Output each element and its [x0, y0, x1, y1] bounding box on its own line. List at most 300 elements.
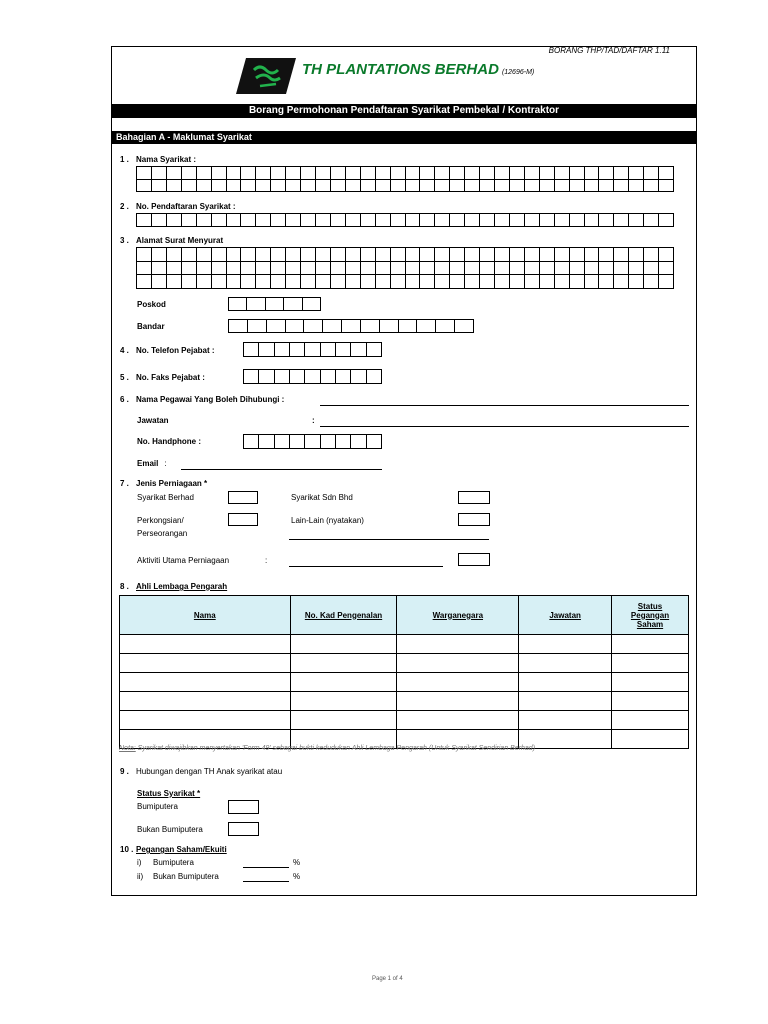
- char-box[interactable]: [331, 262, 346, 276]
- char-box[interactable]: [331, 167, 346, 180]
- char-box[interactable]: [301, 214, 316, 227]
- char-box[interactable]: [570, 275, 585, 289]
- char-box[interactable]: [391, 262, 406, 276]
- char-box[interactable]: [241, 262, 256, 276]
- char-box[interactable]: [435, 180, 450, 193]
- char-box[interactable]: [212, 180, 227, 193]
- directors-table: [119, 595, 689, 749]
- char-box[interactable]: [259, 370, 274, 384]
- char-box[interactable]: [540, 262, 555, 276]
- char-box[interactable]: [227, 167, 242, 180]
- char-box[interactable]: [241, 248, 256, 262]
- char-box[interactable]: [152, 275, 167, 289]
- equity-ii-label: ii) Bukan Bumiputera: [137, 872, 219, 881]
- char-box[interactable]: [391, 275, 406, 289]
- char-box[interactable]: [336, 370, 351, 384]
- char-box[interactable]: [229, 298, 247, 311]
- option-berhad-checkbox[interactable]: [228, 491, 258, 504]
- char-box[interactable]: [167, 214, 182, 227]
- char-box[interactable]: [659, 167, 674, 180]
- char-box[interactable]: [585, 275, 600, 289]
- char-box[interactable]: [555, 262, 570, 276]
- char-box[interactable]: [316, 262, 331, 276]
- char-box[interactable]: [555, 275, 570, 289]
- col-position-header: Jawatan: [519, 596, 612, 635]
- char-box[interactable]: [167, 167, 182, 180]
- char-box[interactable]: [465, 262, 480, 276]
- char-box[interactable]: [495, 167, 510, 180]
- char-box[interactable]: [290, 435, 305, 449]
- char-box[interactable]: [316, 275, 331, 289]
- char-box[interactable]: [336, 343, 351, 357]
- char-box[interactable]: [331, 180, 346, 193]
- char-box[interactable]: [540, 248, 555, 262]
- char-box[interactable]: [271, 180, 286, 193]
- char-box[interactable]: [436, 320, 455, 333]
- char-box[interactable]: [227, 214, 242, 227]
- char-box[interactable]: [286, 275, 301, 289]
- char-box[interactable]: [614, 214, 629, 227]
- char-box[interactable]: [301, 167, 316, 180]
- char-box[interactable]: [585, 180, 600, 193]
- char-box[interactable]: [167, 275, 182, 289]
- char-box[interactable]: [241, 275, 256, 289]
- char-box[interactable]: [351, 435, 366, 449]
- char-box[interactable]: [659, 248, 674, 262]
- char-box[interactable]: [137, 180, 152, 193]
- char-box[interactable]: [227, 248, 242, 262]
- char-box[interactable]: [465, 248, 480, 262]
- char-box[interactable]: [450, 180, 465, 193]
- char-box[interactable]: [480, 214, 495, 227]
- char-box[interactable]: [244, 370, 259, 384]
- char-box[interactable]: [420, 214, 435, 227]
- char-box[interactable]: [259, 435, 274, 449]
- char-box[interactable]: [256, 262, 271, 276]
- char-box[interactable]: [316, 167, 331, 180]
- main-activity-colon: :: [265, 556, 268, 565]
- char-box[interactable]: [555, 180, 570, 193]
- char-box[interactable]: [305, 370, 320, 384]
- char-box[interactable]: [570, 214, 585, 227]
- char-box[interactable]: [644, 262, 659, 276]
- company-name-boxes[interactable]: [136, 166, 674, 192]
- char-box[interactable]: [406, 262, 421, 276]
- char-box[interactable]: [417, 320, 436, 333]
- char-box[interactable]: [316, 180, 331, 193]
- char-box[interactable]: [376, 275, 391, 289]
- char-box[interactable]: [137, 248, 152, 262]
- char-box[interactable]: [599, 214, 614, 227]
- char-box[interactable]: [367, 370, 382, 384]
- char-box[interactable]: [376, 214, 391, 227]
- char-box[interactable]: [212, 275, 227, 289]
- char-box[interactable]: [301, 180, 316, 193]
- char-box[interactable]: [495, 275, 510, 289]
- char-box[interactable]: [629, 167, 644, 180]
- char-box[interactable]: [644, 180, 659, 193]
- option-sdn-bhd-label: Syarikat Sdn Bhd: [291, 493, 353, 502]
- char-box[interactable]: [399, 320, 418, 333]
- char-box[interactable]: [316, 248, 331, 262]
- char-box[interactable]: [361, 180, 376, 193]
- char-box[interactable]: [480, 275, 495, 289]
- char-box[interactable]: [182, 262, 197, 276]
- char-box[interactable]: [152, 214, 167, 227]
- char-box[interactable]: [152, 262, 167, 276]
- char-box[interactable]: [629, 275, 644, 289]
- email-line[interactable]: [181, 469, 382, 470]
- char-box[interactable]: [212, 214, 227, 227]
- char-box[interactable]: [644, 214, 659, 227]
- char-box[interactable]: [301, 248, 316, 262]
- char-box[interactable]: [321, 435, 336, 449]
- char-box[interactable]: [321, 343, 336, 357]
- char-box[interactable]: [229, 320, 248, 333]
- char-box[interactable]: [480, 248, 495, 262]
- char-box[interactable]: [614, 248, 629, 262]
- char-box[interactable]: [465, 167, 480, 180]
- char-box[interactable]: [570, 262, 585, 276]
- registration-boxes[interactable]: [136, 213, 674, 227]
- char-box[interactable]: [331, 214, 346, 227]
- char-box[interactable]: [267, 320, 286, 333]
- col-shareholding-header: Status Pegangan Saham: [612, 596, 689, 635]
- phone-boxes[interactable]: [243, 342, 382, 357]
- char-box[interactable]: [420, 275, 435, 289]
- char-box[interactable]: [286, 167, 301, 180]
- char-box[interactable]: [323, 320, 342, 333]
- char-box[interactable]: [197, 214, 212, 227]
- char-box[interactable]: [244, 343, 259, 357]
- char-box[interactable]: [137, 214, 152, 227]
- char-box[interactable]: [435, 248, 450, 262]
- char-box[interactable]: [644, 275, 659, 289]
- char-box[interactable]: [275, 435, 290, 449]
- char-box[interactable]: [555, 248, 570, 262]
- char-box[interactable]: [227, 275, 242, 289]
- city-boxes[interactable]: [228, 319, 474, 333]
- field-relationship-label: 9 . Hubungan dengan TH Anak syarikat atau: [120, 767, 283, 776]
- char-box[interactable]: [316, 214, 331, 227]
- char-box[interactable]: [495, 262, 510, 276]
- char-box[interactable]: [450, 214, 465, 227]
- char-box[interactable]: [450, 167, 465, 180]
- char-box[interactable]: [376, 167, 391, 180]
- char-box[interactable]: [271, 167, 286, 180]
- status-bumiputera-checkbox[interactable]: [228, 800, 259, 814]
- char-box[interactable]: [197, 262, 212, 276]
- char-box[interactable]: [152, 167, 167, 180]
- char-box[interactable]: [495, 180, 510, 193]
- char-box[interactable]: [629, 180, 644, 193]
- char-box[interactable]: [137, 262, 152, 276]
- char-box[interactable]: [555, 214, 570, 227]
- char-box[interactable]: [455, 320, 474, 333]
- char-box[interactable]: [659, 180, 674, 193]
- char-box[interactable]: [629, 262, 644, 276]
- char-box[interactable]: [629, 214, 644, 227]
- th-logo-icon: [236, 58, 296, 94]
- char-box[interactable]: [570, 180, 585, 193]
- char-box[interactable]: [391, 180, 406, 193]
- char-box[interactable]: [525, 262, 540, 276]
- city-label: Bandar: [137, 322, 165, 331]
- char-box[interactable]: [286, 320, 305, 333]
- char-box[interactable]: [420, 262, 435, 276]
- option-partnership-checkbox[interactable]: [228, 513, 258, 526]
- char-box[interactable]: [510, 180, 525, 193]
- char-box[interactable]: [659, 275, 674, 289]
- position-line[interactable]: [320, 426, 689, 427]
- char-box[interactable]: [599, 248, 614, 262]
- char-box[interactable]: [435, 262, 450, 276]
- char-box[interactable]: [599, 180, 614, 193]
- char-box[interactable]: [227, 180, 242, 193]
- postcode-boxes[interactable]: [228, 297, 321, 311]
- char-box[interactable]: [585, 262, 600, 276]
- char-box[interactable]: [301, 262, 316, 276]
- address-boxes[interactable]: [136, 247, 674, 289]
- char-box[interactable]: [614, 262, 629, 276]
- char-box[interactable]: [137, 275, 152, 289]
- char-box[interactable]: [570, 167, 585, 180]
- char-box[interactable]: [361, 275, 376, 289]
- char-box[interactable]: [450, 262, 465, 276]
- char-box[interactable]: [361, 320, 380, 333]
- char-box[interactable]: [406, 180, 421, 193]
- char-box[interactable]: [152, 180, 167, 193]
- char-box[interactable]: [351, 343, 366, 357]
- table-row: [120, 654, 689, 673]
- char-box[interactable]: [585, 248, 600, 262]
- char-box[interactable]: [305, 435, 320, 449]
- char-box[interactable]: [256, 167, 271, 180]
- char-box[interactable]: [346, 180, 361, 193]
- char-box[interactable]: [271, 214, 286, 227]
- char-box[interactable]: [659, 262, 674, 276]
- char-box[interactable]: [570, 248, 585, 262]
- char-box[interactable]: [247, 298, 265, 311]
- char-box[interactable]: [465, 180, 480, 193]
- char-box[interactable]: [241, 180, 256, 193]
- char-box[interactable]: [351, 370, 366, 384]
- char-box[interactable]: [182, 167, 197, 180]
- char-box[interactable]: [361, 262, 376, 276]
- char-box[interactable]: [346, 262, 361, 276]
- char-box[interactable]: [290, 343, 305, 357]
- char-box[interactable]: [540, 180, 555, 193]
- char-box[interactable]: [555, 167, 570, 180]
- char-box[interactable]: [284, 298, 302, 311]
- char-box[interactable]: [585, 214, 600, 227]
- char-box[interactable]: [406, 167, 421, 180]
- char-box[interactable]: [376, 180, 391, 193]
- char-box[interactable]: [266, 298, 284, 311]
- char-box[interactable]: [525, 180, 540, 193]
- field-directors-label: 8 . Ahli Lembaga Pengarah: [120, 582, 228, 591]
- char-box[interactable]: [182, 214, 197, 227]
- char-box[interactable]: [391, 248, 406, 262]
- char-box[interactable]: [644, 167, 659, 180]
- char-box[interactable]: [331, 275, 346, 289]
- char-box[interactable]: [303, 298, 321, 311]
- char-box[interactable]: [241, 214, 256, 227]
- char-box[interactable]: [480, 262, 495, 276]
- char-box[interactable]: [480, 180, 495, 193]
- char-box[interactable]: [599, 167, 614, 180]
- char-box[interactable]: [271, 262, 286, 276]
- char-box[interactable]: [241, 167, 256, 180]
- char-box[interactable]: [495, 248, 510, 262]
- char-box[interactable]: [376, 248, 391, 262]
- char-box[interactable]: [286, 180, 301, 193]
- char-box[interactable]: [346, 248, 361, 262]
- char-box[interactable]: [510, 275, 525, 289]
- char-box[interactable]: [286, 248, 301, 262]
- char-box[interactable]: [599, 275, 614, 289]
- char-box[interactable]: [406, 214, 421, 227]
- main-activity-box[interactable]: [458, 553, 490, 566]
- char-box[interactable]: [248, 320, 267, 333]
- char-box[interactable]: [367, 435, 382, 449]
- char-box[interactable]: [331, 248, 346, 262]
- char-box[interactable]: [346, 275, 361, 289]
- page-number: Page 1 of 4: [372, 976, 403, 982]
- option-others-checkbox[interactable]: [458, 513, 490, 526]
- char-box[interactable]: [256, 214, 271, 227]
- char-box[interactable]: [275, 343, 290, 357]
- char-box[interactable]: [182, 275, 197, 289]
- char-box[interactable]: [525, 275, 540, 289]
- option-partnership-label-2: Perseorangan: [137, 529, 188, 538]
- char-box[interactable]: [305, 343, 320, 357]
- char-box[interactable]: [406, 248, 421, 262]
- char-box[interactable]: [420, 167, 435, 180]
- char-box[interactable]: [197, 248, 212, 262]
- field-contact-label: 6 . Nama Pegawai Yang Boleh Dihubungi :: [120, 395, 285, 404]
- char-box[interactable]: [391, 167, 406, 180]
- char-box[interactable]: [450, 248, 465, 262]
- option-sdn-bhd-checkbox[interactable]: [458, 491, 490, 504]
- char-box[interactable]: [152, 248, 167, 262]
- char-box[interactable]: [599, 262, 614, 276]
- char-box[interactable]: [212, 262, 227, 276]
- char-box[interactable]: [540, 214, 555, 227]
- char-box[interactable]: [391, 214, 406, 227]
- char-box[interactable]: [614, 180, 629, 193]
- char-box[interactable]: [510, 167, 525, 180]
- char-box[interactable]: [361, 248, 376, 262]
- char-box[interactable]: [361, 214, 376, 227]
- char-box[interactable]: [167, 180, 182, 193]
- char-box[interactable]: [346, 214, 361, 227]
- equity-non-bumiputera-line[interactable]: [243, 881, 289, 882]
- char-box[interactable]: [510, 262, 525, 276]
- status-non-bumiputera-checkbox[interactable]: [228, 822, 259, 836]
- char-box[interactable]: [376, 262, 391, 276]
- char-box[interactable]: [275, 370, 290, 384]
- char-box[interactable]: [256, 275, 271, 289]
- char-box[interactable]: [137, 167, 152, 180]
- char-box[interactable]: [540, 167, 555, 180]
- char-box[interactable]: [525, 214, 540, 227]
- char-box[interactable]: [301, 275, 316, 289]
- char-box[interactable]: [271, 275, 286, 289]
- contact-name-line[interactable]: [320, 405, 689, 406]
- char-box[interactable]: [227, 262, 242, 276]
- char-box[interactable]: [197, 275, 212, 289]
- char-box[interactable]: [465, 275, 480, 289]
- char-box[interactable]: [286, 262, 301, 276]
- char-box[interactable]: [259, 343, 274, 357]
- char-box[interactable]: [182, 248, 197, 262]
- equity-bumiputera-line[interactable]: [243, 867, 289, 868]
- others-specify-line[interactable]: [289, 539, 489, 540]
- char-box[interactable]: [182, 180, 197, 193]
- char-box[interactable]: [644, 248, 659, 262]
- char-box[interactable]: [480, 167, 495, 180]
- char-box[interactable]: [659, 214, 674, 227]
- char-box[interactable]: [286, 214, 301, 227]
- field-company-name-label: 1 . Nama Syarikat :: [120, 155, 197, 164]
- char-box[interactable]: [450, 275, 465, 289]
- char-box[interactable]: [336, 435, 351, 449]
- char-box[interactable]: [197, 167, 212, 180]
- handphone-boxes[interactable]: [243, 434, 382, 449]
- char-box[interactable]: [290, 370, 305, 384]
- char-box[interactable]: [420, 180, 435, 193]
- char-box[interactable]: [346, 167, 361, 180]
- char-box[interactable]: [361, 167, 376, 180]
- char-box[interactable]: [510, 214, 525, 227]
- equity-i-label: i) Bumiputera: [137, 858, 194, 867]
- char-box[interactable]: [244, 435, 259, 449]
- char-box[interactable]: [406, 275, 421, 289]
- char-box[interactable]: [435, 167, 450, 180]
- char-box[interactable]: [167, 262, 182, 276]
- char-box[interactable]: [510, 248, 525, 262]
- char-box[interactable]: [256, 248, 271, 262]
- char-box[interactable]: [342, 320, 361, 333]
- char-box[interactable]: [465, 214, 480, 227]
- main-activity-line[interactable]: [289, 566, 443, 567]
- char-box[interactable]: [614, 275, 629, 289]
- char-box[interactable]: [435, 214, 450, 227]
- char-box[interactable]: [540, 275, 555, 289]
- char-box[interactable]: [167, 248, 182, 262]
- char-box[interactable]: [212, 248, 227, 262]
- char-box[interactable]: [435, 275, 450, 289]
- char-box[interactable]: [525, 248, 540, 262]
- field-address-label: 3 . Alamat Surat Menyurat: [120, 236, 224, 245]
- char-box[interactable]: [614, 167, 629, 180]
- char-box[interactable]: [271, 248, 286, 262]
- char-box[interactable]: [525, 167, 540, 180]
- char-box[interactable]: [585, 167, 600, 180]
- fax-boxes[interactable]: [243, 369, 382, 384]
- char-box[interactable]: [212, 167, 227, 180]
- char-box[interactable]: [321, 370, 336, 384]
- char-box[interactable]: [256, 180, 271, 193]
- char-box[interactable]: [367, 343, 382, 357]
- char-box[interactable]: [420, 248, 435, 262]
- char-box[interactable]: [304, 320, 323, 333]
- char-box[interactable]: [197, 180, 212, 193]
- char-box[interactable]: [495, 214, 510, 227]
- char-box[interactable]: [629, 248, 644, 262]
- char-box[interactable]: [380, 320, 399, 333]
